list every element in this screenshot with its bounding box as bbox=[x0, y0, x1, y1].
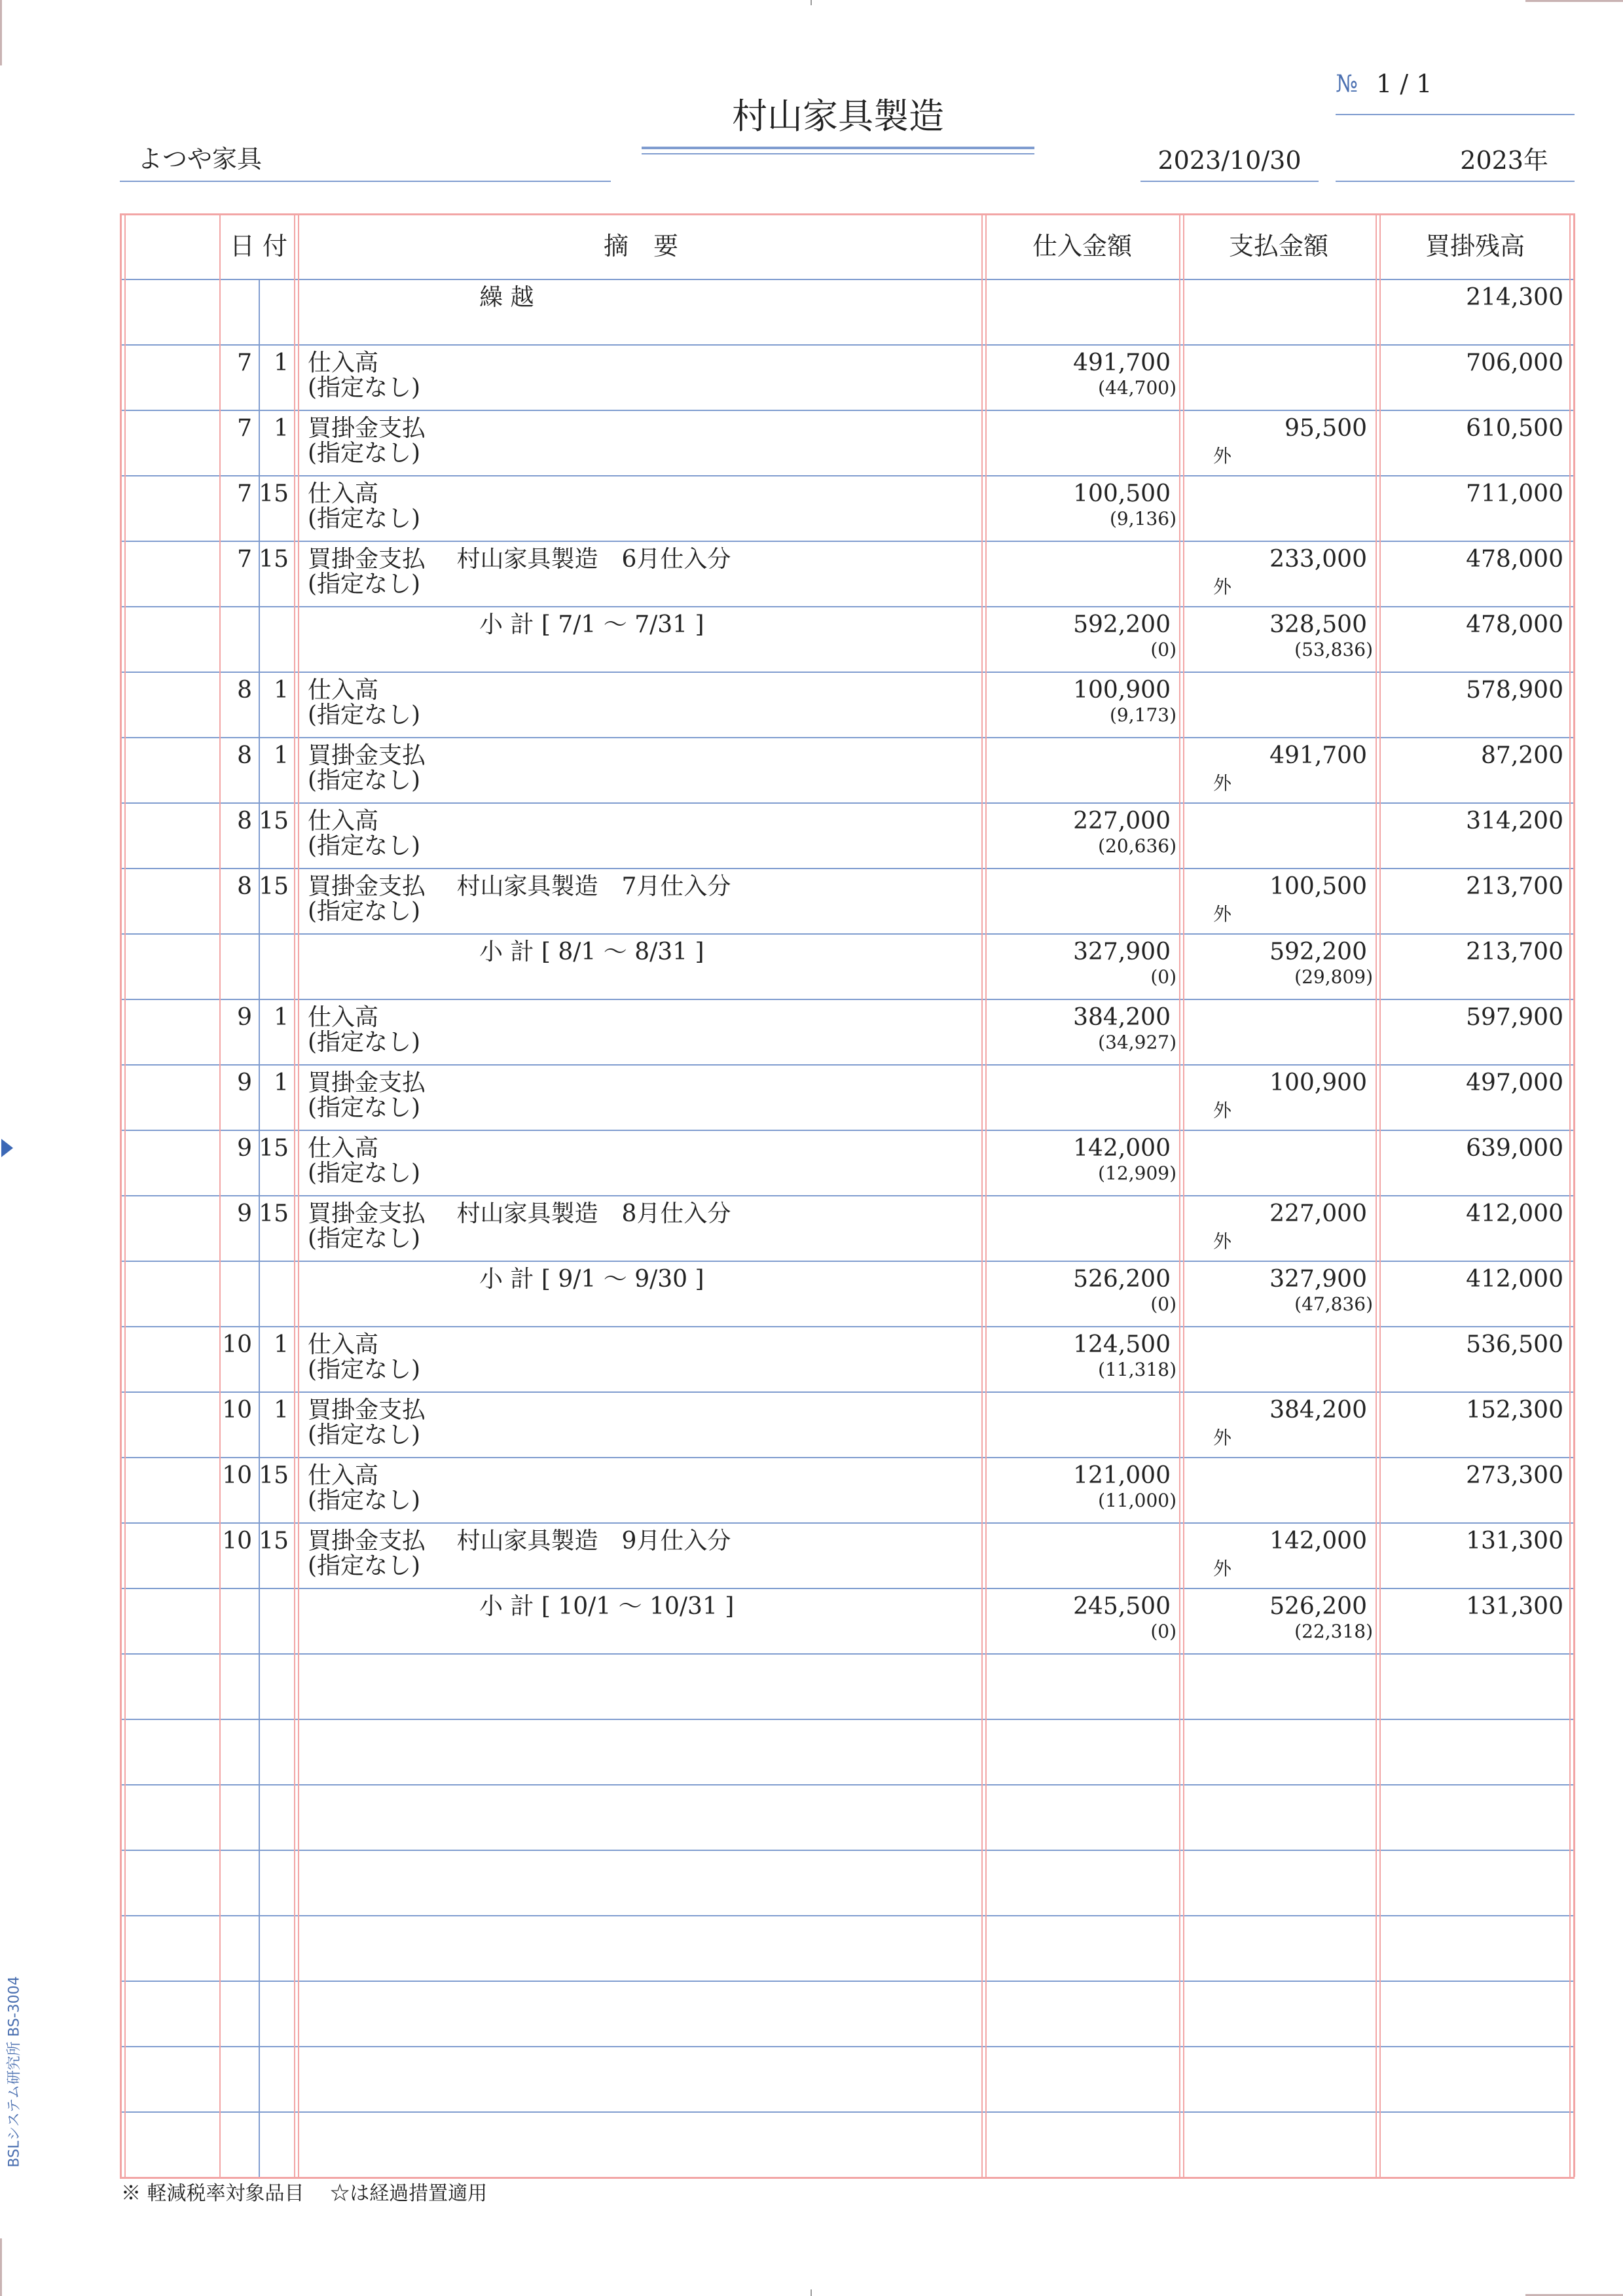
row-partner: (指定なし) bbox=[308, 374, 421, 401]
row-month: 9 bbox=[237, 1200, 252, 1227]
tax-exclusive-mark: 外 bbox=[1213, 1427, 1232, 1448]
column-header-date: 日 付 bbox=[229, 232, 288, 260]
row-partner: (指定なし) bbox=[308, 767, 421, 794]
payment-amount: 100,500 bbox=[1269, 873, 1367, 900]
table-top-border bbox=[120, 213, 1575, 215]
purchase-amount: 227,000 bbox=[1073, 808, 1171, 834]
purchase-tax: (0) bbox=[1150, 1621, 1176, 1642]
row-description: 買掛金支払 bbox=[308, 415, 426, 442]
payment-tax: (53,836) bbox=[1294, 639, 1373, 660]
row-description: 買掛金支払 bbox=[308, 1069, 426, 1096]
balance-amount: 497,000 bbox=[1466, 1069, 1563, 1096]
row-partner: (指定なし) bbox=[308, 505, 421, 532]
table-row bbox=[120, 279, 1575, 344]
tax-exclusive-mark: 外 bbox=[1213, 1230, 1232, 1252]
row-description: 買掛金支払 bbox=[308, 1397, 426, 1424]
row-day: 1 bbox=[274, 1397, 289, 1424]
purchase-tax: (34,927) bbox=[1098, 1031, 1176, 1053]
column-header-description: 摘 要 bbox=[603, 232, 678, 260]
company-name: よつや家具 bbox=[137, 145, 263, 173]
subtotal-label: 小 計 [ 8/1 ～ 8/31 ] bbox=[479, 939, 704, 965]
purchase-amount: 100,500 bbox=[1073, 480, 1171, 507]
row-description: 買掛金支払 bbox=[308, 742, 426, 769]
row-month: 10 bbox=[222, 1528, 252, 1554]
balance-amount: 478,000 bbox=[1466, 546, 1563, 573]
row-day: 1 bbox=[274, 350, 289, 376]
footnote: ※ 軽減税率対象品目 ☆は経過措置適用 bbox=[121, 2182, 488, 2205]
subtotal-label: 小 計 [ 9/1 ～ 9/30 ] bbox=[479, 1266, 704, 1293]
empty-row bbox=[120, 1719, 1575, 1784]
purchase-tax: (9,173) bbox=[1109, 704, 1176, 726]
row-partner: (指定なし) bbox=[308, 1356, 421, 1383]
row-partner: (指定なし) bbox=[308, 1160, 421, 1187]
row-partner: (指定なし) bbox=[308, 1422, 421, 1448]
balance-amount: 639,000 bbox=[1466, 1135, 1563, 1162]
empty-row bbox=[120, 2111, 1575, 2177]
balance-amount: 213,700 bbox=[1466, 873, 1563, 900]
payment-amount: 142,000 bbox=[1269, 1528, 1367, 1554]
tick-mark-top bbox=[811, 0, 812, 5]
purchase-amount: 327,900 bbox=[1073, 939, 1171, 965]
row-month: 10 bbox=[222, 1331, 252, 1358]
purchase-amount: 245,500 bbox=[1073, 1593, 1171, 1620]
payment-amount: 233,000 bbox=[1269, 546, 1367, 573]
tax-exclusive-mark: 外 bbox=[1213, 576, 1232, 598]
row-description: 仕入高 bbox=[308, 1135, 379, 1162]
row-partner: (指定なし) bbox=[308, 571, 421, 598]
row-month: 9 bbox=[237, 1069, 252, 1096]
carry-forward-label: 繰 越 bbox=[479, 284, 534, 311]
row-month: 8 bbox=[237, 742, 252, 769]
row-partner: (指定なし) bbox=[308, 898, 421, 925]
payment-amount: 491,700 bbox=[1269, 742, 1367, 769]
purchase-amount: 142,000 bbox=[1073, 1135, 1171, 1162]
purchase-tax: (20,636) bbox=[1098, 835, 1176, 857]
balance-amount: 711,000 bbox=[1466, 480, 1563, 507]
row-month: 7 bbox=[237, 546, 252, 573]
row-month: 9 bbox=[237, 1135, 252, 1162]
row-description: 仕入高 bbox=[308, 1462, 379, 1489]
row-day: 15 bbox=[259, 1528, 289, 1554]
column-header-payment: 支払金額 bbox=[1228, 232, 1328, 260]
purchase-amount: 100,900 bbox=[1073, 677, 1171, 704]
purchase-tax: (11,318) bbox=[1098, 1359, 1176, 1380]
purchase-amount: 491,700 bbox=[1073, 350, 1171, 376]
row-description: 仕入高 bbox=[308, 350, 379, 376]
balance-amount: 412,000 bbox=[1466, 1266, 1563, 1293]
row-month: 8 bbox=[237, 873, 252, 900]
empty-row bbox=[120, 2046, 1575, 2111]
row-partner: (指定なし) bbox=[308, 1094, 421, 1121]
purchase-amount: 384,200 bbox=[1073, 1004, 1171, 1031]
row-month: 7 bbox=[237, 350, 252, 376]
row-month: 8 bbox=[237, 677, 252, 704]
fiscal-year: 2023年 bbox=[1460, 146, 1548, 175]
subtotal-label: 小 計 [ 10/1 ～ 10/31 ] bbox=[479, 1593, 735, 1620]
row-day: 1 bbox=[274, 677, 289, 704]
empty-row bbox=[120, 1981, 1575, 2046]
tax-exclusive-mark: 外 bbox=[1213, 1558, 1232, 1579]
row-partner: (指定なし) bbox=[308, 1487, 421, 1514]
empty-row bbox=[120, 1653, 1575, 1719]
row-month: 7 bbox=[237, 480, 252, 507]
row-month: 9 bbox=[237, 1004, 252, 1031]
payment-tax: (22,318) bbox=[1294, 1621, 1373, 1642]
row-description: 買掛金支払 村山家具製造 9月仕入分 bbox=[308, 1528, 731, 1554]
tick-mark-bottom bbox=[811, 2289, 812, 2296]
payment-tax: (47,836) bbox=[1294, 1293, 1373, 1315]
row-description: 買掛金支払 村山家具製造 6月仕入分 bbox=[308, 546, 731, 573]
payment-amount: 327,900 bbox=[1269, 1266, 1367, 1293]
purchase-amount: 592,200 bbox=[1073, 611, 1171, 638]
payment-amount: 526,200 bbox=[1269, 1593, 1367, 1620]
subtotal-label: 小 計 [ 7/1 ～ 7/31 ] bbox=[479, 611, 704, 638]
balance-amount: 131,300 bbox=[1466, 1593, 1563, 1620]
row-description: 仕入高 bbox=[308, 1331, 379, 1358]
row-partner: (指定なし) bbox=[308, 440, 421, 467]
row-description: 仕入高 bbox=[308, 808, 379, 834]
balance-amount: 597,900 bbox=[1466, 1004, 1563, 1031]
purchase-amount: 124,500 bbox=[1073, 1331, 1171, 1358]
row-description: 仕入高 bbox=[308, 480, 379, 507]
payment-amount: 328,500 bbox=[1269, 611, 1367, 638]
balance-amount: 273,300 bbox=[1466, 1462, 1563, 1489]
purchase-tax: (9,136) bbox=[1109, 508, 1176, 529]
empty-row bbox=[120, 1915, 1575, 1981]
page-title: 村山家具製造 bbox=[732, 96, 944, 137]
tax-exclusive-mark: 外 bbox=[1213, 903, 1232, 925]
purchase-tax: (44,700) bbox=[1098, 377, 1176, 399]
side-marker-icon bbox=[1, 1139, 13, 1157]
row-partner: (指定なし) bbox=[308, 702, 421, 728]
balance-amount: 578,900 bbox=[1466, 677, 1563, 704]
row-partner: (指定なし) bbox=[308, 1552, 421, 1579]
row-day: 15 bbox=[259, 1462, 289, 1489]
tax-exclusive-mark: 外 bbox=[1213, 445, 1232, 467]
row-month: 10 bbox=[222, 1462, 252, 1489]
row-day: 1 bbox=[274, 1069, 289, 1096]
print-date: 2023/10/30 bbox=[1158, 146, 1302, 175]
payment-amount: 592,200 bbox=[1269, 939, 1367, 965]
number-sign-label: № bbox=[1336, 71, 1359, 98]
row-description: 仕入高 bbox=[308, 1004, 379, 1031]
payment-amount: 100,900 bbox=[1269, 1069, 1367, 1096]
row-day: 15 bbox=[259, 1135, 289, 1162]
row-day: 1 bbox=[274, 415, 289, 442]
balance-amount: 87,200 bbox=[1481, 742, 1563, 769]
row-description: 買掛金支払 村山家具製造 7月仕入分 bbox=[308, 873, 731, 900]
purchase-tax: (11,000) bbox=[1098, 1490, 1176, 1511]
balance-amount: 152,300 bbox=[1466, 1397, 1563, 1424]
balance-amount: 536,500 bbox=[1466, 1331, 1563, 1358]
row-day: 15 bbox=[259, 480, 289, 507]
empty-row bbox=[120, 1850, 1575, 1915]
row-month: 8 bbox=[237, 808, 252, 834]
payment-amount: 95,500 bbox=[1285, 415, 1367, 442]
balance-amount: 610,500 bbox=[1466, 415, 1563, 442]
row-day: 1 bbox=[274, 1331, 289, 1358]
purchase-amount: 121,000 bbox=[1073, 1462, 1171, 1489]
balance-amount: 706,000 bbox=[1466, 350, 1563, 376]
tax-exclusive-mark: 外 bbox=[1213, 1100, 1232, 1121]
row-day: 15 bbox=[259, 1200, 289, 1227]
vertical-side-text: BSLシステム研究所 BS-3004 bbox=[6, 1976, 23, 2168]
column-header-purchase: 仕入金額 bbox=[1032, 232, 1132, 260]
row-month: 7 bbox=[237, 415, 252, 442]
row-day: 15 bbox=[259, 873, 289, 900]
balance-amount: 213,700 bbox=[1466, 939, 1563, 965]
row-day: 1 bbox=[274, 742, 289, 769]
purchase-tax: (0) bbox=[1150, 639, 1176, 660]
payment-tax: (29,809) bbox=[1294, 966, 1373, 988]
purchase-tax: (0) bbox=[1150, 966, 1176, 988]
row-partner: (指定なし) bbox=[308, 1225, 421, 1252]
balance-amount: 131,300 bbox=[1466, 1528, 1563, 1554]
row-description: 買掛金支払 村山家具製造 8月仕入分 bbox=[308, 1200, 731, 1227]
balance-amount: 478,000 bbox=[1466, 611, 1563, 638]
column-header-balance: 買掛残高 bbox=[1425, 232, 1525, 260]
row-day: 1 bbox=[274, 1004, 289, 1031]
balance-amount: 314,200 bbox=[1466, 808, 1563, 834]
row-day: 15 bbox=[259, 546, 289, 573]
purchase-tax: (0) bbox=[1150, 1293, 1176, 1315]
table-bottom-border bbox=[120, 2177, 1575, 2179]
purchase-tax: (12,909) bbox=[1098, 1162, 1176, 1184]
tax-exclusive-mark: 外 bbox=[1213, 772, 1232, 794]
purchase-amount: 526,200 bbox=[1073, 1266, 1171, 1293]
balance-amount: 214,300 bbox=[1466, 284, 1563, 311]
empty-row bbox=[120, 1784, 1575, 1850]
payment-amount: 227,000 bbox=[1269, 1200, 1367, 1227]
payment-amount: 384,200 bbox=[1269, 1397, 1367, 1424]
row-description: 仕入高 bbox=[308, 677, 379, 704]
row-partner: (指定なし) bbox=[308, 833, 421, 859]
row-partner: (指定なし) bbox=[308, 1029, 421, 1056]
row-day: 15 bbox=[259, 808, 289, 834]
page-number: 1 / 1 bbox=[1376, 69, 1432, 98]
row-month: 10 bbox=[222, 1397, 252, 1424]
balance-amount: 412,000 bbox=[1466, 1200, 1563, 1227]
